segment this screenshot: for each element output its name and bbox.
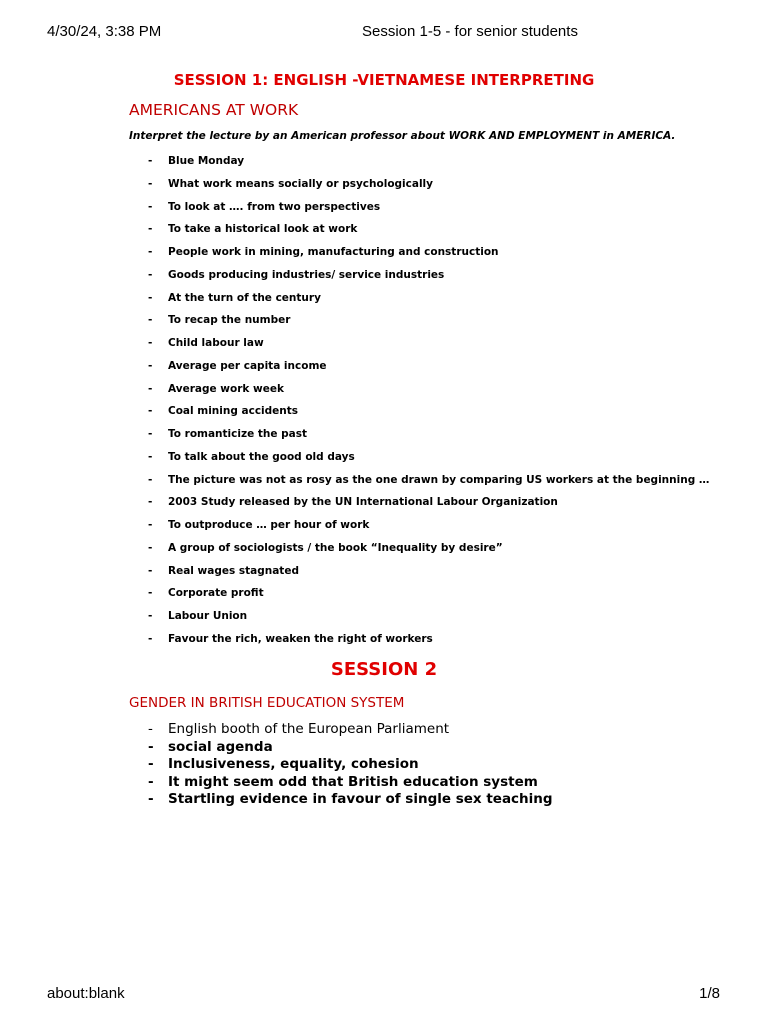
list-item (0, 173, 768, 196)
bullet-dash: - (148, 756, 154, 772)
bullet-dash: - (148, 632, 153, 645)
list-item (0, 378, 768, 401)
list-item-text: People work in mining, manufacturing and construction (168, 246, 499, 258)
session1-title: SESSION 1: ENGLISH -VIETNAMESE INTERPRETING (173, 71, 595, 89)
session1-subtitle: AMERICANS AT WORK (129, 101, 299, 119)
list-item-text: Child labour law (168, 337, 264, 349)
bullet-dash: - (148, 610, 153, 622)
list-item-text: Labour Union (168, 610, 248, 622)
print-url: about:blank (47, 985, 125, 1002)
session2-subtitle: GENDER IN BRITISH EDUCATION SYSTEM (129, 695, 405, 711)
bullet-dash: - (148, 314, 153, 327)
list-item (0, 150, 768, 173)
bullet-dash: - (148, 738, 154, 755)
bullet-dash: - (148, 721, 153, 737)
list-item-text: Coal mining accidents (168, 405, 299, 418)
bullet-dash: - (148, 268, 153, 281)
bullet-dash: - (148, 223, 153, 236)
list-item-text: 2003 Study released by the UN International Labour Organization (168, 496, 558, 509)
bullet-dash: - (148, 382, 153, 395)
session2-title: SESSION 2 (330, 659, 438, 680)
list-item (0, 582, 768, 605)
bullet-dash: - (148, 428, 153, 440)
list-item (0, 514, 768, 537)
list-item (0, 628, 768, 651)
list-item-text: The picture was not as rosy as the one drawn by comparing US workers at the beginning … (168, 473, 710, 486)
list-item (0, 560, 768, 583)
bullet-dash: - (148, 564, 153, 577)
list-item-text: Real wages stagnated (168, 564, 299, 577)
list-item (0, 756, 768, 774)
bullet-dash: - (148, 587, 153, 600)
bullet-dash: - (148, 450, 153, 463)
page-number: 1/8 (699, 985, 720, 1002)
list-item (0, 400, 768, 423)
bullet-dash: - (148, 177, 153, 190)
list-item (0, 355, 768, 378)
list-item-text: Favour the rich, weaken the right of workers (168, 632, 433, 645)
list-item-text: A group of sociologists / the book “Inequality by desire” (168, 541, 503, 554)
list-item (0, 605, 768, 628)
list-item-text: To take a historical look at work (168, 223, 358, 236)
list-item (0, 309, 768, 332)
list-item-text: Corporate profit (168, 587, 264, 600)
list-item (0, 332, 768, 355)
bullet-dash: - (148, 791, 154, 807)
list-item (0, 218, 768, 241)
list-item-text: English booth of the European Parliament (168, 721, 450, 737)
bullet-dash: - (148, 519, 153, 531)
session1-intro: Interpret the lecture by an American professor about WORK AND EMPLOYMENT in AMERICA. (129, 130, 676, 142)
list-item-text: social agenda (168, 738, 273, 755)
bullet-dash: - (148, 337, 153, 349)
list-item (0, 241, 768, 264)
print-title: Session 1-5 - for senior students (362, 23, 578, 40)
bullet-dash: - (148, 246, 153, 258)
list-item-text: It might seem odd that British education system (168, 773, 538, 790)
list-item (0, 196, 768, 219)
list-item-text: Average per capita income (168, 359, 327, 372)
list-item-text: Goods producing industries/ service industries (168, 268, 445, 281)
list-item (0, 721, 768, 739)
bullet-dash: - (148, 496, 153, 509)
list-item (0, 264, 768, 287)
session2-vocab-list (0, 721, 768, 809)
list-item (0, 791, 768, 809)
bullet-dash: - (148, 200, 153, 213)
list-item (0, 739, 768, 757)
list-item-text: Average work week (168, 382, 284, 395)
list-item (0, 537, 768, 560)
bullet-dash: - (148, 541, 153, 554)
list-item (0, 423, 768, 446)
list-item-text: To outproduce … per hour of work (168, 519, 370, 531)
list-item (0, 469, 768, 492)
session1-vocab-list (0, 150, 768, 651)
bullet-dash: - (148, 291, 153, 304)
list-item-text: To talk about the good old days (168, 450, 355, 463)
list-item-text: To look at …. from two perspectives (168, 200, 381, 213)
list-item (0, 774, 768, 792)
bullet-dash: - (148, 359, 153, 372)
list-item-text: To romanticize the past (168, 428, 308, 440)
bullet-dash: - (148, 773, 154, 790)
list-item-text: What work means socially or psychologically (168, 177, 433, 190)
list-item-text: At the turn of the century (168, 291, 321, 304)
bullet-dash: - (148, 473, 153, 486)
print-datetime: 4/30/24, 3:38 PM (47, 23, 162, 40)
list-item-text: Startling evidence in favour of single sex teaching (168, 791, 553, 807)
bullet-dash: - (148, 155, 153, 167)
list-item-text: Inclusiveness, equality, cohesion (168, 756, 419, 772)
list-item (0, 287, 768, 310)
list-item-text: Blue Monday (168, 155, 245, 167)
list-item (0, 491, 768, 514)
list-item-text: To recap the number (168, 314, 291, 327)
bullet-dash: - (148, 405, 153, 418)
list-item (0, 446, 768, 469)
